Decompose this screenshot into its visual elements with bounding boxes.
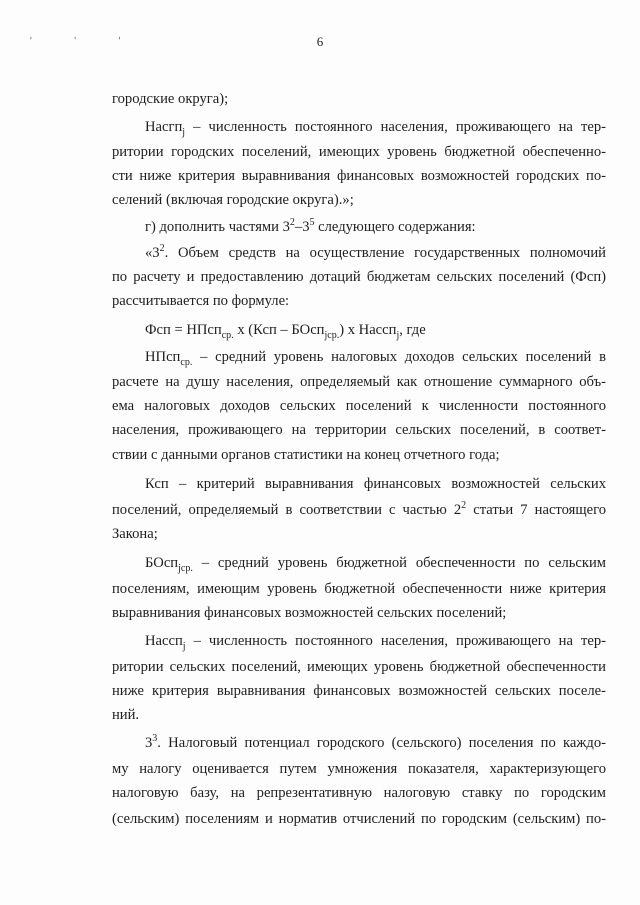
text-line [112, 143, 606, 161]
text-run: НПсп [145, 349, 181, 365]
text-run: рассчитывается по формуле: [112, 293, 290, 309]
text-run: ритории сельских поселений, имеющих уровень бюджетной обеспеченности [112, 659, 606, 675]
subscript: ср. [221, 329, 234, 341]
text-run: г) дополнить частями 3 [145, 219, 290, 235]
text-run: Насгп [145, 119, 183, 135]
text-run: . Налоговый потенциал городского (сельского) поселения по каждо- [157, 735, 606, 751]
text-line [145, 475, 606, 493]
text-line [112, 525, 158, 543]
text-line [145, 118, 606, 136]
text-line [145, 734, 606, 752]
text-line [112, 446, 500, 464]
text-line [112, 292, 289, 310]
subscript: jср. [178, 562, 193, 574]
text-line [145, 348, 606, 366]
text-run: статьи 7 настоящего [466, 502, 606, 518]
superscript: 2 [159, 243, 165, 255]
text-line [112, 810, 606, 828]
text-line [112, 682, 606, 700]
text-run: . Объем средств на осуществление государственных полномочий [164, 245, 606, 261]
text-run: – численность постоянного населения, проживающего на тер- [185, 119, 606, 135]
text-line [112, 90, 228, 108]
subscript: j [182, 126, 186, 138]
text-run: Ксп – критерий выравнивания финансовых возможностей сельских [145, 476, 606, 492]
text-run: ний. [112, 707, 140, 723]
text-line [145, 244, 606, 262]
text-run: выравнивания финансовых возможностей сельских поселений; [112, 605, 507, 621]
subscript: jср. [324, 329, 340, 341]
text-run: ствии с данными органов статистики на конец отчетного года; [112, 447, 500, 463]
text-run: – средний уровень бюджетной обеспеченности по сельским [192, 555, 606, 571]
subscript: j [396, 329, 400, 341]
text-line [112, 421, 606, 439]
text-run: по расчету и предоставлению дотаций бюджетам сельских поселений (Фсп) [112, 269, 606, 285]
subscript: ср. [180, 356, 193, 368]
text-line [112, 760, 606, 778]
subscript: j [182, 640, 186, 652]
text-run: населения, проживающего на территории сельских поселений, в соответ- [112, 422, 606, 438]
text-run: , где [399, 322, 426, 338]
text-line [112, 397, 606, 415]
text-line [112, 167, 606, 185]
text-run: му налогу оценивается путем умножения показателя, характеризующего [112, 761, 606, 777]
superscript: 2 [461, 500, 467, 512]
page-number: 6 [316, 34, 324, 49]
text-run: – средний уровень налоговых доходов сельских поселений в [192, 349, 606, 365]
text-line [112, 268, 606, 286]
text-line [112, 373, 606, 391]
text-line [112, 784, 606, 802]
text-line [112, 191, 354, 209]
text-run: Фсп = НПсп [145, 322, 222, 338]
superscript: 5 [309, 217, 315, 229]
text-line [112, 706, 139, 724]
text-run: (сельским) поселениям и норматив отчислений по городским (сельским) по- [112, 811, 606, 827]
text-run: «3 [145, 245, 160, 261]
text-line [145, 554, 606, 572]
text-run: расчете на душу населения, определяемый как отношение суммарного объ- [112, 374, 606, 390]
text-run: х (Ксп – БОсп [233, 322, 325, 338]
text-run: поселениям, имеющим уровень бюджетной обеспеченности ниже критерия [112, 581, 606, 597]
text-line [145, 632, 606, 650]
text-run: ритории городских поселений, имеющих уровень бюджетной обеспеченно- [112, 144, 606, 160]
text-line [112, 658, 606, 676]
text-line [112, 580, 606, 598]
text-line [145, 321, 426, 339]
superscript: 2 [289, 217, 295, 229]
text-run: следующего содержания: [314, 219, 476, 235]
text-run: налоговую базу, на репрезентативную налоговую ставку по городским [112, 785, 606, 801]
text-run: поселений, определяемый в соответствии с частью 2 [112, 502, 462, 518]
text-line [112, 501, 606, 519]
text-run: –3 [294, 219, 310, 235]
text-run: ема налоговых доходов сельских поселений к численности постоянного [112, 398, 606, 414]
text-run: Нассп [145, 633, 183, 649]
text-run: ) х Нассп [339, 322, 397, 338]
text-run: БОсп [145, 555, 179, 571]
superscript: 3 [152, 733, 158, 745]
scan-specks: ' ' ' [30, 36, 141, 47]
text-run: сти ниже критерия выравнивания финансовых возможностей городских по- [112, 168, 606, 184]
text-run: селений (включая городские округа).»; [112, 192, 354, 208]
text-run: ниже критерия выравнивания финансовых возможностей сельских поселе- [112, 683, 606, 699]
text-run: Закона; [112, 526, 158, 542]
text-line [112, 604, 506, 622]
text-run: городские округа); [112, 91, 229, 107]
text-line [145, 218, 476, 236]
text-run: 3 [145, 735, 153, 751]
text-run: – численность постоянного населения, проживающего на тер- [185, 633, 606, 649]
